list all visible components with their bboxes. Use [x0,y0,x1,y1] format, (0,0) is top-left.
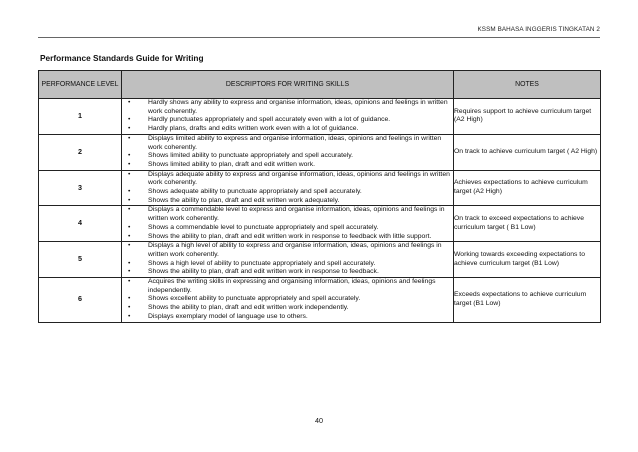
descriptors-cell [122,134,454,170]
performance-standards-table [38,70,601,323]
descriptor-item: • Displays adequate ability to express and organise information, ideas, opinions and feelings in written work coherently. [122,171,453,188]
descriptors-cell [122,170,454,206]
table-row [39,134,601,170]
descriptors-cell [122,206,454,242]
descriptor-item: • Hardly punctuates appropriately and spell accurately even with a lot of guidance. [122,116,453,125]
level-cell: 4 [39,206,122,242]
descriptor-item: • Shows excellent ability to punctuate appropriately and spell accurately. [122,295,453,304]
descriptor-item: • Shows limited ability to plan, draft and edit written work. [122,161,453,170]
descriptor-item: • Displays a high level of ability to express and organise information, ideas, opinions and feelings in written work coherently. [122,242,453,259]
descriptor-item: • Shows limited ability to punctuate appropriately and spell accurately. [122,152,453,161]
column-header-descriptors: DESCRIPTORS FOR WRITING SKILLS [122,71,454,99]
table-row [39,278,601,323]
descriptor-item: • Shows adequate ability to punctuate appropriately and spell accurately. [122,188,453,197]
page-header: KSSM BAHASA INGGERIS TINGKATAN 2 [477,26,600,33]
descriptor-item: • Displays limited ability to express and organise information, ideas, opinions and feelings in written work coherently. [122,135,453,152]
level-cell: 5 [39,242,122,278]
table-row [39,206,601,242]
descriptor-item: • Displays a commendable level to express and organise information, ideas, opinions and feelings in written work coherently. [122,206,453,223]
notes-cell: On track to achieve curriculum target ( A2 High) [454,134,601,170]
header-divider [38,37,600,38]
descriptor-item: • Shows the ability to plan, draft and edit written work in response to feedback. [122,268,453,277]
table-row [39,170,601,206]
table-row [39,99,601,135]
table-header-row [39,71,601,99]
descriptor-item: • Shows a commendable level to punctuate appropriately and spell accurately. [122,224,453,233]
column-header-level: PERFORMANCE LEVEL [39,71,122,99]
notes-cell: Exceeds expectations to achieve curriculum target (B1 Low) [454,278,601,323]
notes-cell: On track to exceed expectations to achieve curriculum target ( B1 Low) [454,206,601,242]
level-cell: 6 [39,278,122,323]
descriptor-item: • Shows the ability to plan, draft and edit written work adequately. [122,197,453,206]
descriptors-cell [122,278,454,323]
table-row [39,242,601,278]
descriptor-item: • Acquires the writing skills in expressing and organising information, ideas, opinions and feelings independently. [122,278,453,295]
descriptors-cell [122,242,454,278]
descriptor-item: • Shows the ability to plan, draft and edit written work in response to feedback with little support. [122,233,453,242]
level-cell: 2 [39,134,122,170]
level-cell: 3 [39,170,122,206]
descriptor-item: • Shows the ability to plan, draft and edit written work independently. [122,304,453,313]
column-header-notes: NOTES [454,71,601,99]
notes-cell: Requires support to achieve curriculum target (A2 High) [454,99,601,135]
section-title: Performance Standards Guide for Writing [40,53,204,63]
notes-cell: Working towards exceeding expectations to achieve curriculum target (B1 Low) [454,242,601,278]
level-cell: 1 [39,99,122,135]
descriptor-item: • Shows a high level of ability to punctuate appropriately and spell accurately. [122,260,453,269]
page-number: 40 [315,416,323,425]
notes-cell: Achieves expectations to achieve curriculum target (A2 High) [454,170,601,206]
descriptor-item: • Hardly plans, drafts and edits written work even with a lot of guidance. [122,125,453,134]
descriptors-cell [122,99,454,135]
descriptor-item: • Displays exemplary model of language use to others. [122,313,453,322]
descriptor-item: • Hardly shows any ability to express and organise information, ideas, opinions and feelings in written work coherently. [122,99,453,116]
